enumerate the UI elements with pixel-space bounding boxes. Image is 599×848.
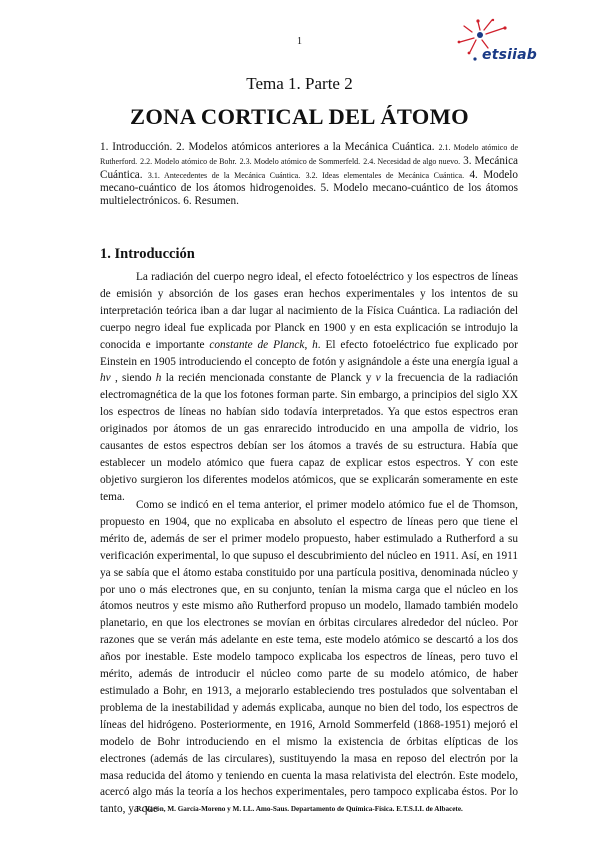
toc-subitem: 2.4. Necesidad de algo nuevo.: [363, 156, 461, 166]
paragraph-text: La radiación del cuerpo negro ideal, el efecto fotoeléctrico y los espectros de líneas de emisión y absorción de los gases eran hechos experimentales y los intentos de su interpretación teórica iban a dar lugar al nacimiento de la Física Cuántica. La radiación del cuerpo negro ideal fue explicada por Planck en 1900 y en esta explicación se introdujo la conocida e importante: [100, 271, 518, 351]
toc-item: 4. Modelo mecano-cuántico de los átomos hidrogenoides.: [100, 168, 519, 195]
section-heading: 1. Introducción: [100, 246, 195, 262]
toc-item: 6. Resumen.: [183, 195, 239, 208]
body-paragraph: La radiación del cuerpo negro ideal, el efecto fotoeléctrico y los espectros de líneas de emisión y absorción de los gases eran hechos experimentales y los intentos de su interpretación teórica iban a dar lugar al nacimiento de la Física Cuántica. La radiación del cuerpo negro ideal fue explicada por Planck en 1900 y en esta explicación se introdujo la conocida e importante constante de Planck, h. El efecto fotoeléctrico fue explicado por Einstein en 1905 introduciendo el concepto de fotón y asignándole a éste una energía igual a hν , siendo h la recién mencionada constante de Planck y ν la frecuencia de la radiación electromagnética de la que los fotones forman parte. Sin embargo, a principios del siglo XX los espectros de líneas no habían sido todavía interpretados. Ya que estos espectros eran originados por átomos de un gas enrarecido introducido en una ampolla de vidrio, los causantes de estos espectros debían ser los átomos a través de su estructura. Había que establecer un modelo atómico que fuera capaz de explicar estos espectros. Y con este objetivo surgieron los diferentes modelos atómicos, que se explicarán someramente en este tema.: [100, 271, 518, 503]
logo-text: etsiiab: [482, 47, 537, 63]
paragraph-text: Como se indicó en el tema anterior, el primer modelo atómico fue el de Thomson, propuesto en 1904, que no explicaba en absoluto el espectro de líneas pero que tiene el mérito de, además de ser el primer modelo propuesto, haber estimulado a Rutherford a su verificación experimental, lo que supuso el descubrimiento del núcleo en 1911. Así, en 1911 ya se sabía que el átomo estaba constituido por una partícula positiva, denominada núcleo y por uno o más electrones que, en su conjunto, tenían la misma carga que el núcleo en los átomos neutros y este mismo año Rutherford propuso un modelo, llamado también modelo planetario, en que los electrones se movían en órbitas circulares alrededor del núcleo. Por razones que se verán más adelante en este tema, este modelo atómico se descartó a los dos años por inestable. Este modelo tampoco explicaba los espectros de líneas, pero tuvo el mérito, además de introducir el núcleo como parte de su modelo atómico, de haber estimulado a Bohr, en 1913, a mejorarlo estableciendo tres postulados que solventaban el problema de la inestabilidad y además explicaba, aunque no bien del todo, los espectros de líneas del hidrógeno. Posteriormente, en 1916, Arnold Sommerfeld (1868-1951) mejoró el modelo de Bohr introduciendo en el mismo la existencia de órbitas elípticas de los electrones (además de las circulares), sustituyendo la masa en reposo del electrón por la masa reducida del átomo y teniendo en cuenta la masa relativista del electrón. Este modelo, acercó algo más la teoría a los hechos experimentales, pero tampoco explicaba éstos. Por lo tanto, ya que: [100, 499, 518, 816]
paragraph-text: . El efecto fotoeléctrico fue explicado por Einstein en 1905 introduciendo el concepto de fotón y asignándole a éste una energía igual a: [100, 338, 518, 368]
toc-item: 5. Modelo mecano-cuántico de los átomos multielectrónicos.: [100, 182, 519, 208]
body-paragraph: [100, 497, 518, 818]
toc-item: 2. Modelos atómicos anteriores a la Mecánica Cuántica.: [176, 141, 435, 153]
toc-subitem: 2.1. Modelo atómico de Rutherford.: [100, 143, 518, 166]
math-symbol: h: [155, 372, 162, 385]
toc-subitem: 3.1. Antecedentes de la Mecánica Cuántica.: [147, 170, 301, 180]
emphasis-text: constante de Planck: [209, 338, 305, 351]
toc-subitem: 2.2. Modelo atómico de Bohr.: [140, 156, 237, 166]
math-symbol: hν: [100, 372, 111, 385]
toc-subitem: 2.3. Modelo atómico de Sommerfeld.: [239, 156, 361, 166]
school-logo: [452, 18, 562, 74]
logo-star-icon: [452, 18, 562, 74]
page-footer: R. Varón, M. García-Moreno y M. LL. Amo-Saus. Departamento de Química-Física. E.T.S.I.I. de Albacete.: [136, 805, 463, 813]
toc-subitem: 3.2. Ideas elementales de Mecánica Cuántica.: [305, 170, 465, 180]
paragraph-text: la frecuencia de la radiación electromagnética de la que los fotones forman parte. Sin embargo, a principios del siglo XX los espectros de líneas no habían sido todavía interpretados. Ya que estos espectros eran originados por átomos de un gas enrarecido introducido en una ampolla de vidrio, los causantes de estos espectros debían ser los átomos a través de su estructura. Había que establecer un modelo atómico que fuera capaz de explicar estos espectros. Y con este objetivo surgieron los diferentes modelos atómicos, que se explicarán someramente en este tema.: [100, 372, 518, 503]
toc-item: 3. Mecánica Cuántica.: [100, 154, 519, 181]
table-of-contents: [100, 141, 518, 208]
page-number: 1: [297, 36, 302, 47]
document-title: ZONA CORTICAL DEL ÁTOMO: [130, 104, 469, 129]
math-symbol: ν: [375, 372, 381, 385]
math-symbol: h: [312, 338, 318, 351]
document-subtitle: Tema 1. Parte 2: [246, 74, 353, 93]
toc-item: 1. Introducción.: [100, 141, 173, 153]
